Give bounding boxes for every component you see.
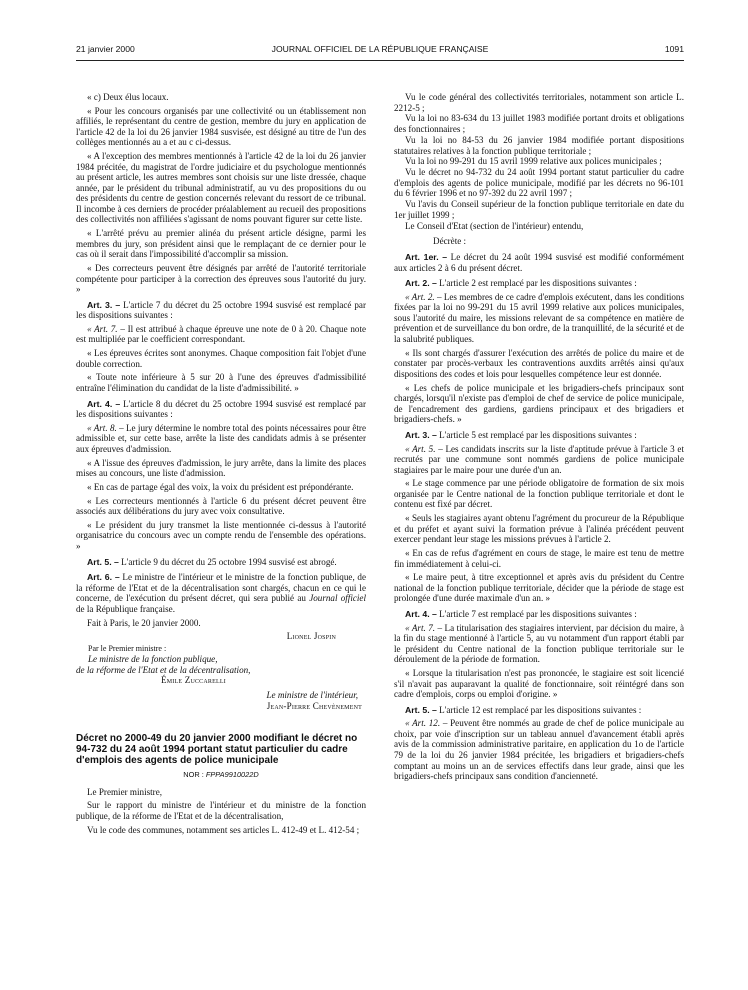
paragraph: Vu le code général des collectivités territoriales, notamment son article L. 2212-5 ;: [394, 92, 684, 113]
paragraph: « Des correcteurs peuvent être désignés par arrêté de l'autorité territoriale compétente pour participer à la correction des épreuves sous l'autorité du jury. »: [76, 262, 366, 295]
article-text: L'article 7 est remplacé par les dispositions suivantes :: [436, 608, 637, 619]
quoted-article-text: Peuvent être nommés au grade de chef de police municipale au choix, par voie d'inscription sur un tableau annuel d'avancement établi après avis de la commission administrative paritaire, en application du 1o de l'article 79 de la loi du 26 janvier 1984 précitée, les brigadiers et brigadiers-chefs comptant au moins un an de services effectifs dans leur grade, ainsi que les brigadiers-chefs principaux sans condition d'ancienneté.: [394, 718, 684, 782]
signing-place-date: Fait à Paris, le 20 janvier 2000.: [87, 617, 201, 628]
paragraph: « A l'issue des épreuves d'admission, le jury arrête, dans la limite des places mises au concours, une liste d'admission.: [76, 457, 366, 479]
left-column: [76, 92, 366, 838]
header-page-number: 1091: [664, 44, 684, 54]
quoted-article: [394, 444, 684, 476]
minister-title: Le ministre de l'intérieur,: [266, 689, 358, 700]
minister-title: de la réforme de l'Etat et de la décentralisation,: [76, 664, 251, 675]
nor-label: NOR :: [183, 770, 206, 780]
decrete-heading: Décrète :: [433, 236, 467, 247]
quoted-article-text: Les membres de ce cadre d'emplois exécutent, dans les conditions fixées par la loi no 99-291 du 15 avril 1999 relative aux polices municipales, sous l'autorité du maire, les missions relevant de sa compétence en matière de prévention et de surveillance du bon ordre, de la tranquillité, de la sécurité et de la salubrité publiques.: [394, 291, 685, 345]
paragraph: Vu le code des communes, notamment ses articles L. 412-49 et L. 412-54 ;: [87, 824, 360, 835]
quoted-article-text: Il est attribué à chaque épreuve une note de 0 à 20. Chaque note est multipliée par le coefficient correspondant.: [76, 323, 367, 345]
quoted-article-label: « Art. 7. –: [405, 622, 443, 633]
header-rule: [76, 60, 684, 61]
nor-code: FPPA9910022D: [205, 770, 259, 780]
article-text: L'article 8 du décret du 25 octobre 1994 susvisé est remplacé par les dispositions suivantes :: [76, 398, 366, 420]
paragraph: Le Conseil d'Etat (section de l'intérieur) entendu,: [405, 220, 584, 231]
article-2: [394, 278, 684, 289]
signatory-minister: Jean-Pierre Chevènement: [266, 700, 362, 711]
article-text: L'article 5 est remplacé par les dispositions suivantes :: [436, 429, 637, 440]
article-4: [394, 609, 684, 620]
article-label: Art. 1er. –: [405, 252, 448, 262]
signatory-minister: Émile Zuccarelli: [161, 675, 226, 686]
quoted-article: [394, 718, 684, 781]
paragraph: « A l'exception des membres mentionnés à l'article 42 de la loi du 26 janvier 1984 précitée, du magistrat de l'ordre judiciaire et du psychologue mentionnés au présent article, les autres membres sont choisis sur une liste dressée, chaque année, par le président du tribunal administratif, au vu des propositions du ou des présidents du centre de gestion concernés relevant du ressort de ce tribunal. Il incombe à ces derniers de procéder préalablement au recueil des propositions des collectivités non affiliées s'agissant de noms pouvant figurer sur cette liste.: [76, 151, 366, 225]
paragraph: Le Premier ministre,: [87, 786, 163, 797]
header-title: JOURNAL OFFICIEL DE LA RÉPUBLIQUE FRANÇAISE: [271, 44, 489, 54]
paragraph: « Le stage commence par une période obligatoire de formation de six mois organisée par le Centre national de la fonction publique territoriale et dont le contenu est fixé par décret.: [394, 478, 684, 510]
quoted-article-label: « Art. 2. –: [405, 291, 442, 302]
paragraph: « Ils sont chargés d'assurer l'exécution des arrêtés de police du maire et de constater par procès-verbaux les contraventions auxdits arrêtés ainsi qu'aux dispositions des codes et lois pour lesquelles compétence leur est donnée.: [394, 347, 684, 379]
quoted-article-text: La titularisation des stagiaires intervient, par décision du maire, à la fin du stage mentionné à l'article 5, au vu notamment d'un rapport établi par le président du Centre national de la fonction publique territoriale sur le déroulement de la période de formation.: [394, 622, 684, 665]
paragraph: « Le président du jury transmet la liste mentionnée ci-dessus à l'autorité organisatrice du concours avec un compte rendu de l'ensemble des opérations. »: [76, 519, 366, 552]
article-text: L'article 12 est remplacé par les dispositions suivantes :: [436, 704, 642, 715]
paragraph: Vu la loi no 83-634 du 13 juillet 1983 modifiée portant droits et obligations des fonctionnaires ;: [394, 113, 684, 135]
article-label: Art. 5. –: [405, 704, 437, 715]
quoted-article-label: « Art. 8. –: [87, 422, 124, 433]
article-label: Art. 5. –: [87, 556, 119, 567]
paragraph: « En cas de refus d'agrément en cours de stage, le maire est tenu de mettre fin immédiatement à celui-ci.: [394, 547, 684, 569]
paragraph: Vu le décret no 94-732 du 24 août 1994 portant statut particulier du cadre d'emplois des agents de police municipale, modifié par les décrets no 96-101 du 6 février 1996 et no 97-392 du 22 avril 1997 ;: [394, 167, 684, 199]
article-3: [76, 300, 366, 321]
paragraph: Sur le rapport du ministre de l'intérieur et du ministre de la fonction publique, de la réforme de l'Etat et de la décentralisation,: [76, 800, 366, 821]
decree-title: Décret no 2000-49 du 20 janvier 2000 modifiant le décret no 94-732 du 24 août 1994 portant statut particulier du cadre d'emplois des agents de police municipale: [76, 733, 358, 767]
quoted-article: [394, 292, 684, 345]
paragraph: Vu la loi no 99-291 du 15 avril 1999 relative aux polices municipales ;: [405, 156, 662, 167]
paragraph: Vu la loi no 84-53 du 26 janvier 1984 modifiée portant dispositions statutaires relatives à la fonction publique territoriale ;: [394, 134, 684, 156]
paragraph: « Le maire peut, à titre exceptionnel et après avis du président du Centre national de la fonction publique territoriale, décider que la période de stage est prolongée d'une durée maximale d'un an. »: [394, 572, 684, 604]
page-header: [76, 44, 684, 58]
paragraph: « Les épreuves écrites sont anonymes. Chaque composition fait l'objet d'une double correction.: [76, 348, 366, 369]
header-date: 21 janvier 2000: [76, 44, 135, 54]
by-prime-minister: Par le Premier ministre :: [88, 643, 167, 653]
article-text: L'article 7 du décret du 25 octobre 1994 susvisé est remplacé par les dispositions suivantes :: [76, 299, 366, 321]
article-5: [76, 557, 366, 568]
article-5: [394, 705, 684, 716]
article-text: Le ministre de l'intérieur et le ministre de la fonction publique, de la réforme de l'Etat et de la décentralisation sont chargés, chacun en ce qui le concerne, de l'exécution du présent décret, qui sera publié au: [76, 572, 366, 604]
nor-reference: [76, 770, 366, 781]
quoted-article: [394, 623, 684, 665]
paragraph: « L'arrêté prévu au premier alinéa du présent article désigne, parmi les membres du jury, son président ainsi que le remplaçant de ce dernier pour le cas où il serait dans l'impossibilité d'accomplir sa mission.: [76, 228, 366, 260]
article-label: Art. 3. –: [405, 429, 437, 440]
article-label: Art. 2. –: [405, 278, 437, 289]
right-column: [394, 92, 684, 785]
article-text: de la République française.: [76, 603, 175, 614]
article-text: L'article 9 du décret du 25 octobre 1994 susvisé est abrogé.: [118, 556, 337, 567]
article-3: [394, 430, 684, 441]
minister-title: Le ministre de la fonction publique,: [88, 654, 218, 665]
paragraph: « En cas de partage égal des voix, la voix du président est prépondérante.: [87, 481, 354, 492]
signatory-prime-minister: Lionel Jospin: [286, 631, 336, 642]
quoted-article-label: « Art. 12. –: [405, 718, 448, 729]
article-text: L'article 2 est remplacé par les dispositions suivantes :: [436, 278, 637, 289]
journal-officiel-ref: Journal officiel: [309, 593, 366, 604]
paragraph: « Toute note inférieure à 5 sur 20 à l'une des épreuves d'admissibilité entraîne l'élimination du candidat de la liste d'admissibilité. »: [76, 372, 366, 393]
paragraph: « Lorsque la titularisation n'est pas prononcée, le stagiaire est soit licencié s'il n'avait pas auparavant la qualité de fonctionnaire, soit réintégré dans son cadre d'emplois, corps ou emploi d'origine. »: [394, 668, 684, 700]
quoted-article-text: Le jury détermine le nombre total des points nécessaires pour être admissible et, sur cette base, arrête la liste des candidats admis à se présenter aux épreuves d'admission.: [76, 422, 366, 454]
article-4: [76, 399, 366, 420]
paragraph: « c) Deux élus locaux.: [87, 92, 169, 102]
article-1: [394, 252, 684, 273]
quoted-article-label: « Art. 5. –: [405, 443, 443, 454]
article-label: Art. 4. –: [87, 398, 121, 409]
paragraph: Vu l'avis du Conseil supérieur de la fonction publique territoriale en date du 1er juillet 1999 ;: [394, 199, 684, 220]
article-label: Art. 6. –: [87, 572, 120, 583]
paragraph: « Les correcteurs mentionnés à l'article 6 du présent décret peuvent être associés aux délibérations du jury avec voix consultative.: [76, 495, 366, 517]
article-label: Art. 3. –: [87, 299, 121, 310]
paragraph: « Pour les concours organisés par une collectivité ou un établissement non affiliés, le représentant du centre de gestion, membre du jury en application de l'article 42 de la loi du 26 janvier 1984 susvisée, est désigné au titre de l'un des collèges mentionnés au a et au c ci-dessus.: [76, 105, 366, 148]
paragraph: « Les chefs de police municipale et les brigadiers-chefs principaux sont chargés, lorsqu'il n'existe pas d'emploi de chef de service de police municipale, de l'encadrement des gardiens, gardiens principaux et des brigadiers et brigadiers-chefs. »: [394, 382, 684, 425]
article-text: Le décret du 24 août 1994 susvisé est modifié conformément aux articles 2 à 6 du présent décret.: [394, 252, 684, 273]
article-6: [76, 572, 366, 614]
quoted-article: [76, 324, 366, 345]
quoted-article-label: « Art. 7. –: [87, 323, 125, 334]
quoted-article-text: Les candidats inscrits sur la liste d'aptitude prévue à l'article 3 et recrutés par une commune sont nommés gardiens de police municipale stagiaires par le maire pour une durée d'un an.: [394, 443, 684, 475]
article-label: Art. 4. –: [405, 608, 437, 619]
paragraph: « Seuls les stagiaires ayant obtenu l'agrément du procureur de la République et du préfet et ayant suivi la formation prévue à l'alinéa précédent peuvent exercer pendant leur stage les missions prévues à l'article 2.: [394, 513, 684, 545]
quoted-article: [76, 423, 366, 455]
